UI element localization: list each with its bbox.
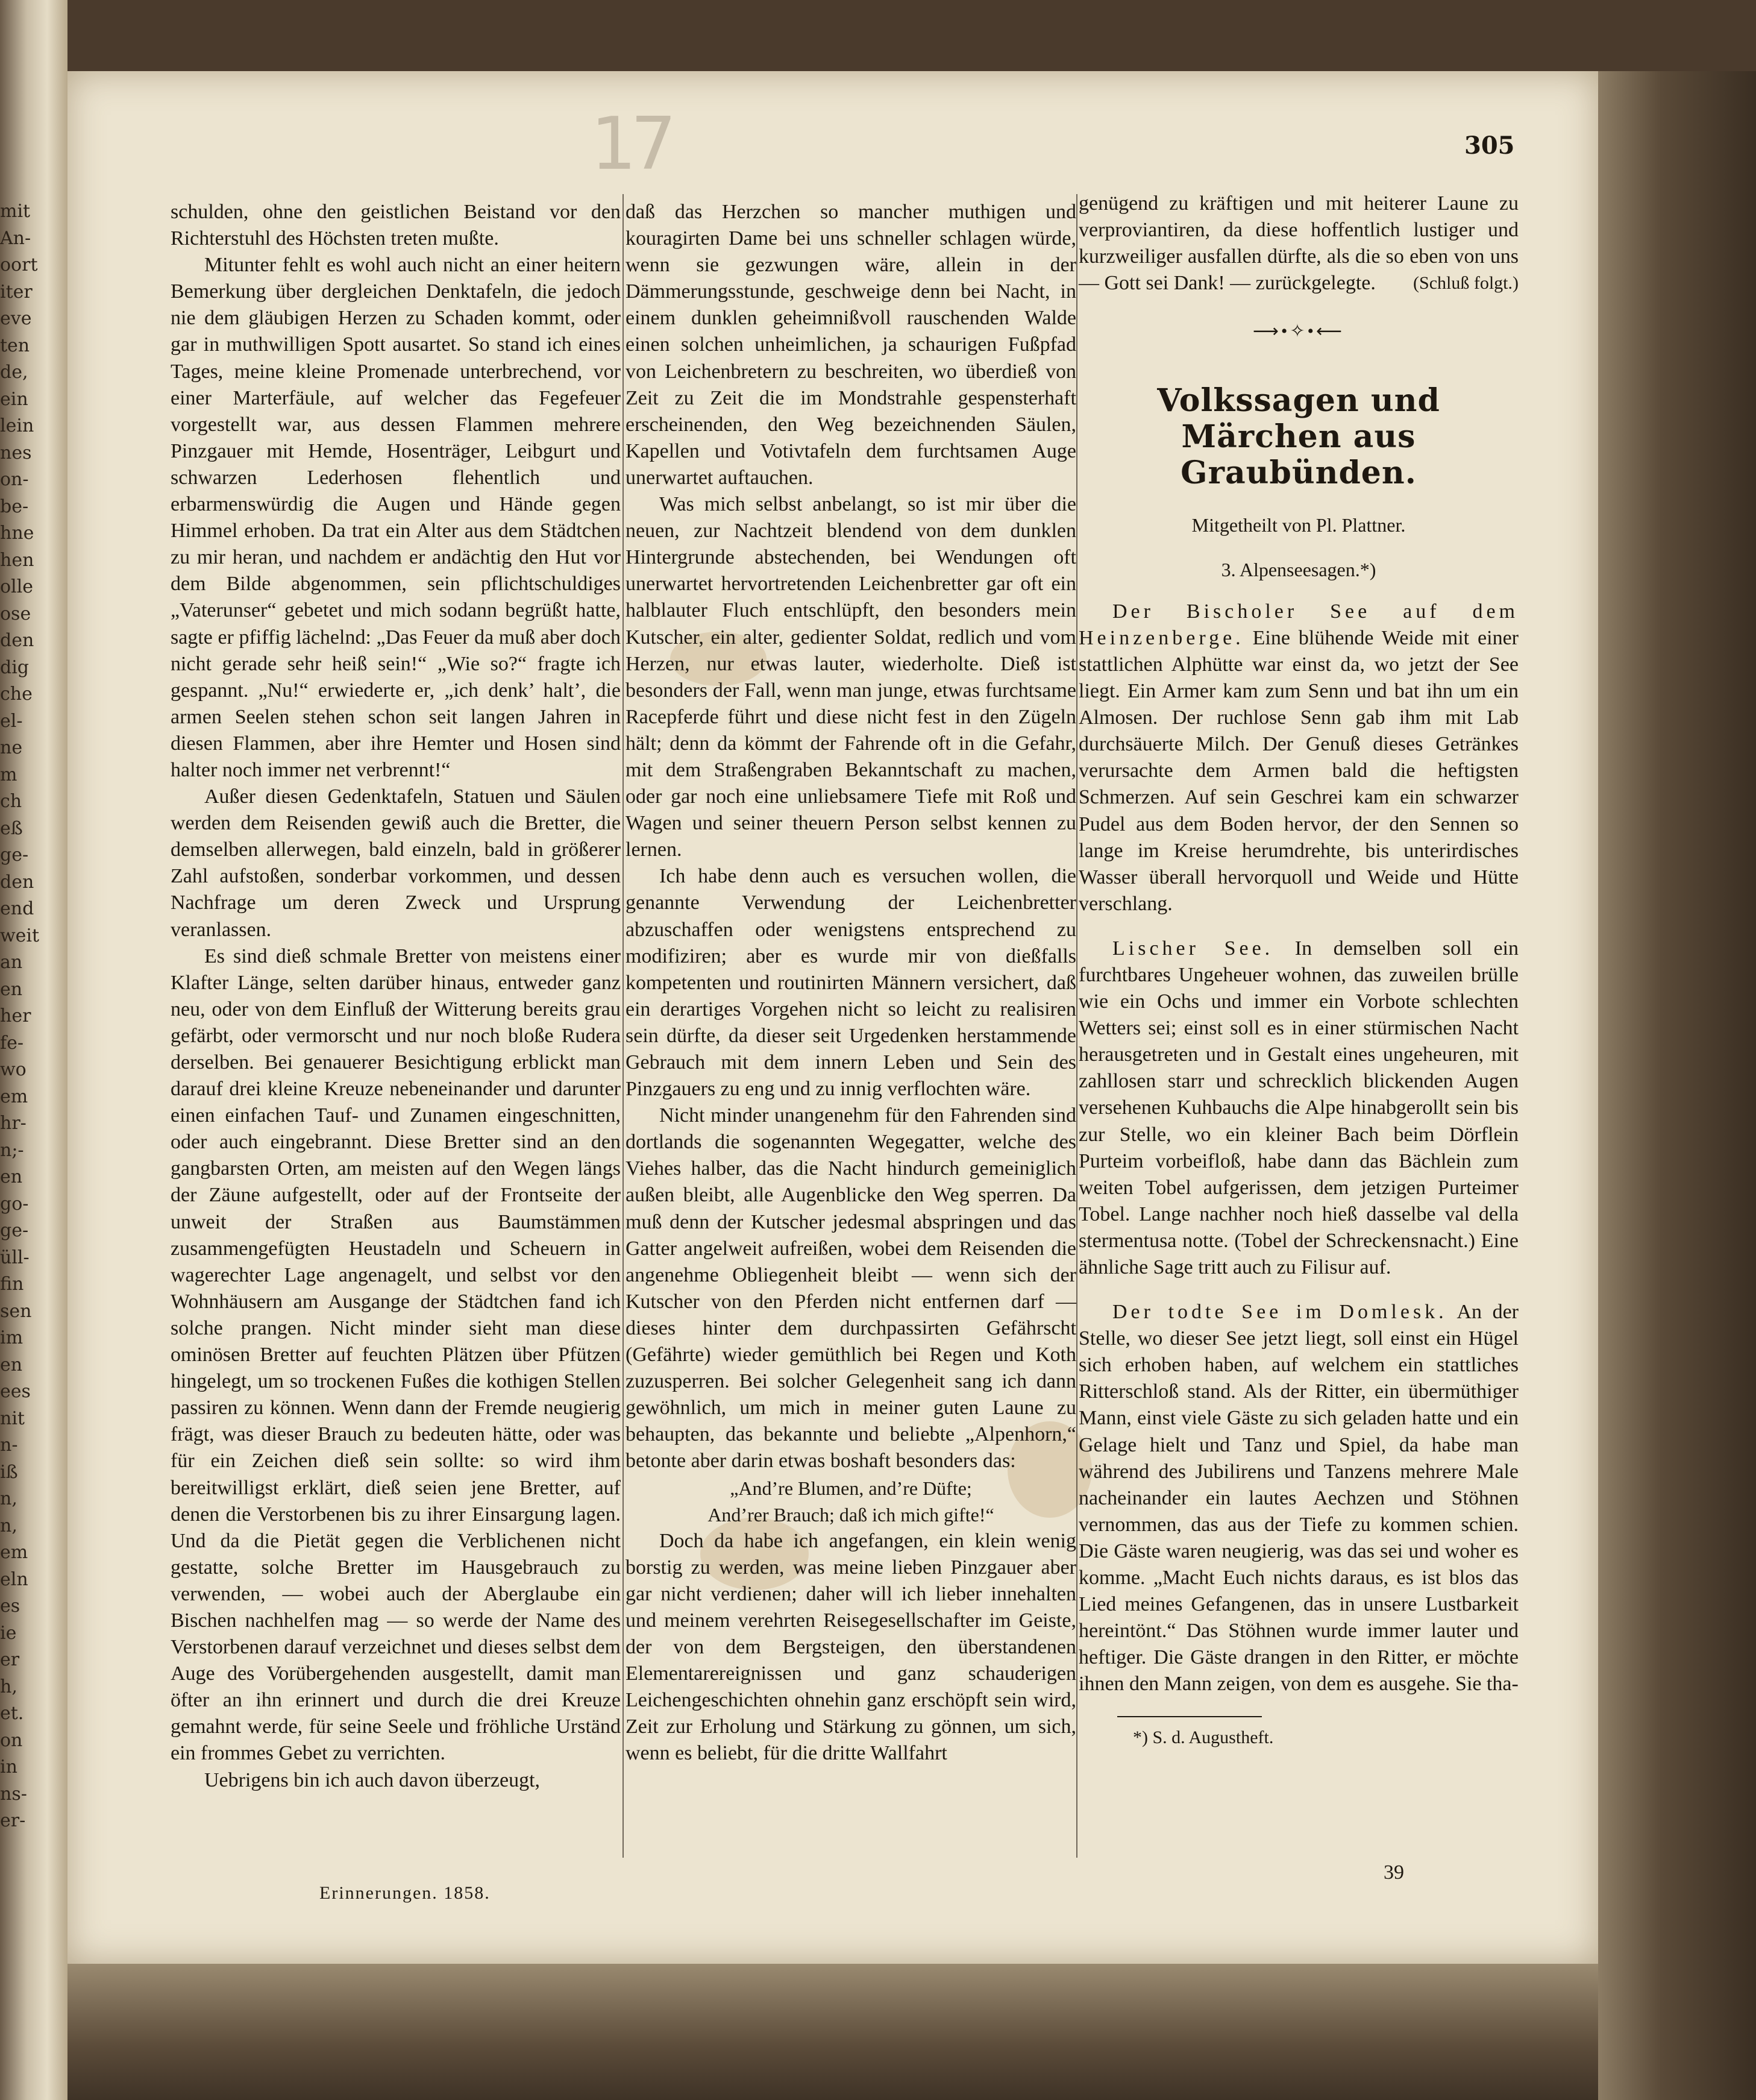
- gutter-fragment: en: [0, 978, 23, 1000]
- gutter-fragment: er-: [0, 1810, 26, 1831]
- gutter-fragment: de,: [0, 362, 28, 383]
- gutter-fragment: en: [0, 1166, 23, 1187]
- gutter-fragment: che: [0, 684, 33, 705]
- gutter-fragment: an: [0, 952, 23, 973]
- gutter-fragment: oort: [0, 254, 38, 275]
- paragraph: Uebrigens bin ich auch davon überzeugt,: [204, 1768, 541, 1791]
- paragraph: And’rer Brauch; daß ich mich gifte!“: [707, 1503, 994, 1526]
- legend-lead: Der todte See im Domlesk.: [1112, 1301, 1447, 1324]
- gutter-fragment: den: [0, 630, 34, 651]
- gutter-fragment: m: [0, 764, 17, 785]
- gutter-fragment: An-: [0, 227, 31, 249]
- gutter-fragment: em: [0, 1542, 28, 1563]
- gutter-fragment: ose: [0, 603, 31, 624]
- previous-page-fragment: [0, 0, 67, 2100]
- page-number: 305: [1464, 131, 1515, 160]
- section-heading: 3. Alpenseesagen.*): [1221, 558, 1376, 580]
- gutter-fragment: go-: [0, 1193, 29, 1215]
- legend-lead: Lischer See.: [1112, 937, 1274, 960]
- paragraph: schulden, ohne den geistlichen Beistand vor den Richterstuhl des Höchsten treten mußte.: [171, 201, 621, 250]
- gutter-fragment: en: [0, 1354, 23, 1375]
- gutter-fragment: hne: [0, 523, 34, 544]
- book-edge-right: [1598, 71, 1756, 2100]
- pencil-annotation: 17: [591, 102, 671, 186]
- paragraph: Nicht minder unangenehm für den Fahrenden sind dortlands die sogenannten Wegegatter, welche des Viehes halber, das die Nacht hindurch gemeiniglich außen bleibt, alle Augenblicke den Weg sperren. Da muß denn der Kutscher jedesmal abspringen und das Gatter angelweit aufreißen, wobei dem Reisenden die angenehme Obliegenheit bleibt — wenn sich der Kutscher von den Pferden nicht entfernen darf — dieses hinter dem durchpassirten Gefährscht (Gefährte) wieder gemüthlich bei Regen und Koth zuzusperren. Bei solcher Gelegenheit sang ich dann gewöhnlich, um mich in meiner guten Laune zu behaupten, das bekannte und beliebte „Alpenhorn,“ betonte aber darin etwas boshaft besonders das:: [626, 1104, 1076, 1473]
- gutter-fragment: eß: [0, 817, 23, 839]
- gutter-fragment: nes: [0, 442, 32, 464]
- legend-paragraph: [1079, 1299, 1519, 1697]
- gutter-fragment: h,: [0, 1676, 17, 1697]
- legend-text: An der Stelle, wo dieser See jetzt liegt, soll einst ein Hügel sich erhoben haben, auf welchem ein stattliches Ritterschloß stand. Als der Ritter, ein übermüthiger Mann, einst viele Gäste zu sich geladen hatte und ein Gelage hielt und Tanz und Spiel, da habe man während des Jubilirens und Tanzens mehrere Male nacheinander ein lautes Aechzen und Stöhnen vernommen, das aus der Tiefe zu kommen schien. Die Gäste waren neugierig, was das sei und woher es komme. „Macht Euch nichts daraus, es ist blos das Lied meines Gefangenen, das in unsere Lustbarkeit hereintönt.“ Das Stöhnen wurde immer lauter und heftiger. Die Gäste drangen in den Ritter, er möchte ihnen den Mann zeigen, von dem es ausgehe. Sie tha-: [1079, 1301, 1519, 1696]
- text-column-1: [171, 199, 621, 1794]
- gutter-fragment: ees: [0, 1381, 31, 1402]
- gutter-fragment: on: [0, 1729, 23, 1751]
- legend-paragraphs: [1079, 599, 1519, 1698]
- paragraph: Mitunter fehlt es wohl auch nicht an einer heitern Bemerkung über dergleichen Denktafeln, die jedoch nie dem gläubigen Herzen zu Schaden kommt, oder gar in muthwilligen Spott ausartet. So stand ich eines Tages, meine kleine Promenade unterbrechend, vor einer Marterfäule, auf welcher das Fegefeuer vorgestellt war, aus dessen Flammen mehrere Pinzgauer mit Hemde, Hosenträger, Leibgurt und schwarzen Lederhosen flehentlich und erbarmenswürdig die Augen und Hände gegen Himmel erhoben. Da trat ein Alter aus dem Städtchen zu mir heran, und nachdem er andächtig den Hut vor dem Bilde abgenommen, sein pflichtschuldiges „Vaterunser“ gebetet und mich sodann begrüßt hatte, sagte er pfiffig lächelnd: „Das Feuer da muß aber doch nicht gerade sehr heiß sein!“ „Wie so?“ fragte ich gespannt. „Nu!“ erwiederte er, „ich denk’ halt’, die armen Seelen stehen schon seit langen Jahren in diesen Flammen, aber ihre Hemter und Hosen sind halter noch immer net verbrennt!“: [171, 254, 621, 781]
- sheet-signature: 39: [1384, 1861, 1404, 1884]
- book-edge-bottom: [67, 1964, 1598, 2100]
- continued-paragraph: genügend zu kräftigen und mit heiterer Laune zu verproviantiren, da diese hoffentlich lustiger und kurzweiliger ausfallen dürfte, als die so eben von uns — Gott sei Dank! — zurückgelegte.: [1079, 192, 1519, 295]
- gutter-fragment: wo: [0, 1059, 27, 1080]
- footnote-rule: [1117, 1716, 1262, 1717]
- gutter-fragment: fe-: [0, 1032, 24, 1054]
- paragraph: Ich habe denn auch es versuchen wollen, die genannte Verwendung der Leichenbretter abzuschaffen oder wenigstens entsprechend zu modifiziren; aber es wurde mir von dießfalls kompetenten und routinirten Männern versichert, daß ein derartiges Vorgehen nicht so leicht zu realisiren sein dürfte, da dieser seit Urgedenken herstammende Gebrauch mit dem innern Leben und Sein des Pinzgauers zu eng und zu innig verflochten wäre.: [626, 865, 1076, 1101]
- legend-text: Eine blühende Weide mit einer stattlichen Alphütte war einst da, wo jetzt der See liegt. Ein Armer kam zum Senn und bat ihn um ein Almosen. Der ruchlose Senn gab ihm mit Lab durchsäuerte Milch. Der Genuß dieses Getränkes verursachte dem Armen bald die heftigsten Schmerzen. Auf sein Geschrei kam ein schwarzer Pudel aus dem Boden hervor, der den Sennen so lange im Kreise herumdrehte, bis unterirdisches Wasser überall hervorquoll und Weide und Hütte verschlang.: [1079, 626, 1519, 915]
- gutter-fragment: ge-: [0, 1220, 29, 1241]
- text-column-3: [1079, 190, 1519, 1751]
- gutter-fragment: n,: [0, 1515, 17, 1536]
- gutter-fragment: ge-: [0, 844, 29, 866]
- gutter-fragment: ne: [0, 737, 23, 758]
- gutter-fragment: end: [0, 898, 34, 919]
- text-column-2: [626, 199, 1076, 1767]
- gutter-fragment: lein: [0, 415, 34, 436]
- gutter-fragment: her: [0, 1005, 31, 1026]
- gutter-fragment: fin: [0, 1274, 24, 1295]
- column-rule: [1076, 194, 1077, 1858]
- article-title: Volkssagen und Märchen aus Graubünden.: [1157, 382, 1440, 491]
- footer-signature: Erinnerungen. 1858.: [319, 1883, 491, 1903]
- gutter-fragment: den: [0, 871, 34, 893]
- gutter-fragment: iter: [0, 281, 33, 303]
- article-byline: Mitgetheilt von Pl. Plattner.: [1191, 514, 1406, 536]
- gutter-fragment: ch: [0, 791, 22, 812]
- gutter-fragment: nit: [0, 1407, 25, 1429]
- gutter-fragment: ein: [0, 388, 28, 410]
- gutter-fragment: sen: [0, 1300, 32, 1322]
- gutter-fragment: be-: [0, 495, 29, 517]
- gutter-fragment: ten: [0, 335, 30, 356]
- paragraph: Doch da habe ich angefangen, ein klein wenig borstig zu werden, was meine lieben Pinzgauer aber gar nicht verdienen; daher will ich lieber innehalten und meinem verehrten Reisegesellschafter im Geiste, der von dem Bergsteigen, den überstandenen Elementarereignissen und ganz schauderigen Leichengeschichten ohnehin ganz erschöpft sein wird, Zeit zur Erholung und Stärkung zu gönnen, um sich, wenn es beliebt, für die dritte Wallfahrt: [626, 1529, 1076, 1765]
- paragraph: Es sind dieß schmale Bretter von meistens einer Klafter Länge, selten darüber hinaus, entweder ganz neu, oder von dem Einfluß der Witterung bereits grau gefärbt, oder vermorscht und nur noch bloße Rudera derselben. Bei genauerer Besichtigung erblickt man darauf drei kleine Kreuze nebeneinander und darunter einen einfachen Tauf- und Zunamen eingeschnitten, oder auch eingebrannt. Diese Bretter sind an den gangbarsten Orten, am meisten auf den Wegen längs der Zäune aufgestellt, oder auf der Frontseite der unweit der Straßen aus Baumstämmen zusammengefügten Heustadeln und Scheuern in wagerechter Lage angenagelt, und selbst vor den Wohnhäusern am Ausgange der Städtchen fand ich solche prangen. Nicht minder sieht man diese ominösen Bretter auf feuchten Plätzen über Pfützen hingelegt, um so trockenen Fußes die kothigen Stellen passiren zu können. Wenn dann der Fremde neugierig frägt, was dieser Brauch zu bedeuten hätte, oder was für ein Zeichen dieß sein sollte: so wird ihm bereitwilligst erklärt, dieß seien jene Bretter, auf denen die Verstorbenen bis zu ihrer Einsargung lagen. Und da die Pietät gegen die Verblichenen nicht gestatte, solche Bretter im Hausgebrauch zu verwenden, — wobei auch der Aberglaube ein Bischen nachhelfen mag — so werde der Name des Verstorbenen darauf verzeichnet und dieses selbst dem Auge des Vorübergehenden ausgestellt, damit man öfter an ihn erinnert und durch die drei Kreuze gemahnt werde, für seine Seele und fröhliche Urständ ein frommes Gebet zu verrichten.: [171, 945, 621, 1765]
- gutter-fragment: in: [0, 1756, 17, 1778]
- legend-paragraph: [1079, 935, 1519, 1281]
- footnote: *) S. d. Augustheft.: [1133, 1727, 1274, 1747]
- paragraph: Was mich selbst anbelangt, so ist mir über die neuen, zur Nachtzeit blendend von dem dunklen Hintergrunde abstechenden, bei Wendungen oft unerwartet hervortretenden Leichenbretter gar oft ein halblauter Fluch entschlüpft, den besonders mein Kutscher, ein alter, gedienter Soldat, redlich und vom Herzen, nur etwas lauter, wiederholte. Dieß ist besonders der Fall, wenn man junge, etwas furchtsame Racepferde führt und diese nicht fest in den Zügeln hält; denn da kömmt der Fahrende oft in die Gefahr, mit dem Straßengraben Bekanntschaft zu machen, oder gar noch eine unliebsamere Tiefe mit Roß und Wagen und seiner theuern Person selbst kennen zu lernen.: [626, 493, 1076, 861]
- gutter-fragment: üll-: [0, 1246, 30, 1268]
- gutter-fragment: es: [0, 1595, 20, 1617]
- gutter-fragment: olle: [0, 576, 34, 597]
- gutter-fragment: im: [0, 1327, 24, 1348]
- gutter-fragment: el-: [0, 710, 23, 732]
- gutter-fragment: dig: [0, 656, 30, 678]
- paragraph: Außer diesen Gedenktafeln, Statuen und Säulen werden dem Reisenden gewiß auch die Bretter, die demselben allerwegen, bald einzeln, bald in größerer Zahl aufstoßen, sonderbar vorkommen, und dessen Nachfrage um deren Zweck und Ursprung veranlassen.: [171, 785, 621, 941]
- gutter-fragment: er: [0, 1649, 20, 1670]
- ornament-divider: ⟶•✧•⟵: [1252, 321, 1345, 342]
- gutter-fragment: mit: [0, 201, 31, 222]
- gutter-fragment: ns-: [0, 1783, 27, 1805]
- gutter-fragment: n,: [0, 1488, 17, 1509]
- gutter-fragment: iß: [0, 1461, 18, 1483]
- legend-text: In demselben soll ein furchtbares Ungeheuer wohnen, das zuweilen brülle wie ein Ochs und immer ein Vorbote schlechten Wetters sei; einst soll es in einer stürmischen Nacht herausgetreten und in Gestalt eines ungeheuren, mit zahllosen starr und schrecklich blickenden Augen versehenen Kuhbauchs die Alpe hinabgerollt sein bis zur Stelle, wo ein kleiner Bach beim Dörflein Purteim vorbeifloß, habe dann das Bächlein zum weiten Tobel aufgerissen, dem jetzigen Purteimer Tobel. Lange nachher noch hieß dasselbe val della stermentusa notte. (Tobel der Schreckensnacht.) Eine ähnliche Sage tritt auch zu Filisur auf.: [1079, 937, 1519, 1278]
- column-rule: [622, 194, 624, 1858]
- gutter-fragment: weit: [0, 925, 40, 946]
- paragraph: „And’re Blumen, and’re Düfte;: [730, 1477, 972, 1499]
- gutter-fragment: em: [0, 1086, 28, 1107]
- gutter-fragment: on-: [0, 469, 29, 490]
- gutter-fragment: eve: [0, 308, 32, 329]
- gutter-fragment: n;-: [0, 1139, 24, 1161]
- continued-note: (Schluß folgt.): [1413, 273, 1519, 294]
- gutter-fragment: ie: [0, 1622, 17, 1644]
- gutter-fragment: hen: [0, 549, 34, 571]
- gutter-fragment: n-: [0, 1435, 18, 1456]
- legend-paragraph: [1079, 599, 1519, 917]
- paragraph: daß das Herzchen so mancher muthigen und kouragirten Dame bei uns schneller schlagen würde, wenn sie gezwungen wäre, allein in der Dämmerungsstunde, geschweige denn bei Nacht, in einem dunklen geheimnißvoll rauschenden Walde einen solchen unheimlichen, ja schaurigen Fußpfad von Leichenbretern zu beschreiten, wo überdieß von Zeit zu Zeit die im Mondstrahle gespensterhaft erscheinenden, den Weg bezeichnenden Säulen, Kapellen und Votivtafeln dem furchtsamen Auge unerwartet auftauchen.: [626, 201, 1076, 489]
- gutter-fragment: et.: [0, 1703, 24, 1724]
- legend-lead: Der Bischoler See auf dem Heinzenberge.: [1079, 600, 1519, 649]
- gutter-fragment: eln: [0, 1568, 28, 1590]
- gutter-fragment: hr-: [0, 1113, 27, 1134]
